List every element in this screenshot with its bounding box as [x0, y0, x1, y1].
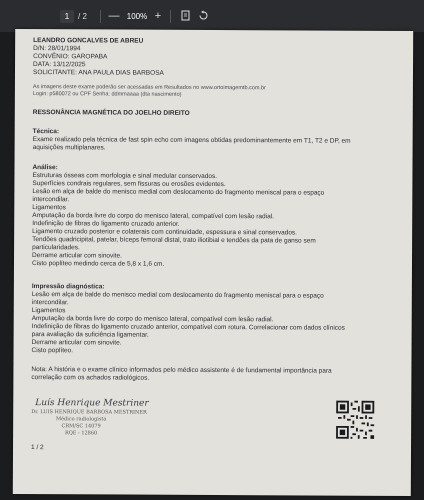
toolbar-divider	[100, 10, 101, 23]
exam-date: DATA: 13/12/2025	[33, 61, 86, 69]
zoom-in-button[interactable]: +	[154, 10, 162, 22]
physician-name: Dr. LUIS HENRIQUE BARBOSA MESTRINER	[31, 409, 147, 416]
zoom-out-button[interactable]: —	[108, 10, 120, 22]
report-line: para avaliação da suficiência ligamentar.	[31, 331, 149, 339]
qr-code-image	[336, 401, 374, 439]
signature-text: Luís Henrique Mestriner	[35, 398, 149, 409]
physician-role: Médico radiologista	[55, 416, 107, 423]
note-line: correlação com os achados radiológicos.	[31, 374, 150, 382]
page-number-input[interactable]: 1	[60, 10, 74, 23]
handwritten-signature	[33, 393, 149, 409]
report-line: Tendões quadricipital, patelar, bíceps femoral distal, trato iliotibial e tendões da pata de ganso sem	[32, 236, 316, 245]
document-page	[13, 29, 413, 496]
patient-dob: D/N: 28/01/1994	[33, 45, 81, 53]
rotate-icon[interactable]	[198, 10, 209, 21]
report-line: Amputação da borda livre do corpo do menisco lateral, compatível com lesão radial.	[31, 315, 274, 324]
report-line: Cisto poplíteo.	[31, 347, 74, 355]
report-line: Lesão em alça de balde do menisco medial com deslocamento do fragmento meniscal para o espaço	[31, 291, 324, 300]
report-line: Lesão em alça de balde do menisco medial com deslocamento do fragmento meniscal para o espaço	[32, 188, 325, 197]
patient-name: LEANDRO GONCALVES DE ABREU	[33, 37, 144, 45]
report-line: aquisições multiplanares.	[32, 144, 106, 152]
note-line: Nota: A história e o exame clínico informados pelo médico assistente é de fundamental importância para	[31, 366, 332, 375]
report-line: Indefinição de fibras do ligamento cruzado anterior.	[32, 220, 180, 228]
page-total-label: / 2	[78, 12, 87, 21]
report-line: Superfícies condrais regulares, sem fissuras ou erosões evidentes.	[32, 180, 226, 189]
physician-crm: CRM/SC 14079	[61, 423, 101, 430]
requesting-physician: SOLICITANTE: ANA PAULA DIAS BARBOSA	[32, 69, 164, 77]
patient-agreement: CONVÊNIO: GAROPABA	[33, 53, 108, 61]
impression-heading: Impressão diagnóstica:	[31, 283, 105, 291]
exam-title: RESSONÂNCIA MAGNÉTICA DO JOELHO DIREITO	[32, 109, 190, 117]
report-line: Estruturas ósseas com morfologia e sinal medular conservados.	[32, 172, 218, 181]
report-line: Derrame articular com sinovite.	[32, 252, 123, 260]
report-line: Derrame articular com sinovite.	[31, 339, 122, 347]
report-line: particularidades.	[32, 244, 80, 252]
pdf-toolbar	[0, 0, 424, 32]
report-line: Exame realizado pela técnica de fast spin echo com imagens obtidas predominantemente em T1, T2 e DP, em	[32, 136, 351, 145]
access-note-line: As imagens deste exame poderão ser acessadas em Resultados no www.ortoimagemtb.com.br	[32, 84, 266, 92]
fit-page-icon[interactable]	[180, 10, 191, 21]
zoom-level[interactable]: 100%	[126, 12, 148, 21]
technique-heading: Técnica:	[32, 128, 60, 136]
report-line: Ligamentos	[31, 307, 66, 315]
report-line: intercondilar.	[31, 299, 69, 307]
report-line: intercondilar.	[32, 196, 70, 204]
analysis-heading: Análise:	[32, 164, 58, 172]
report-line: Amputação da borda livre do corpo do menisco lateral, compatível com lesão radial.	[32, 212, 274, 221]
report-line: Cisto poplíteo medindo cerca de 5,8 x 1,6 cm.	[31, 260, 165, 268]
page-footer: 1 / 2	[31, 444, 44, 452]
physician-rqe: RQE - 12860	[64, 430, 98, 437]
report-line: Indefinição de fibras do ligamento cruzado anterior, compatível com rotura. Correlacionar com dados clínicos	[31, 323, 345, 332]
toolbar-divider	[170, 10, 171, 23]
report-line: Ligamento cruzado posterior e colaterais com continuidade, espessura e sinal conservados.	[32, 228, 298, 237]
access-note-line: Login: p580072 ou CPF Senha: ddmmaaaa (dta nascimento)	[32, 91, 182, 98]
report-line: Ligamentos	[32, 204, 66, 212]
